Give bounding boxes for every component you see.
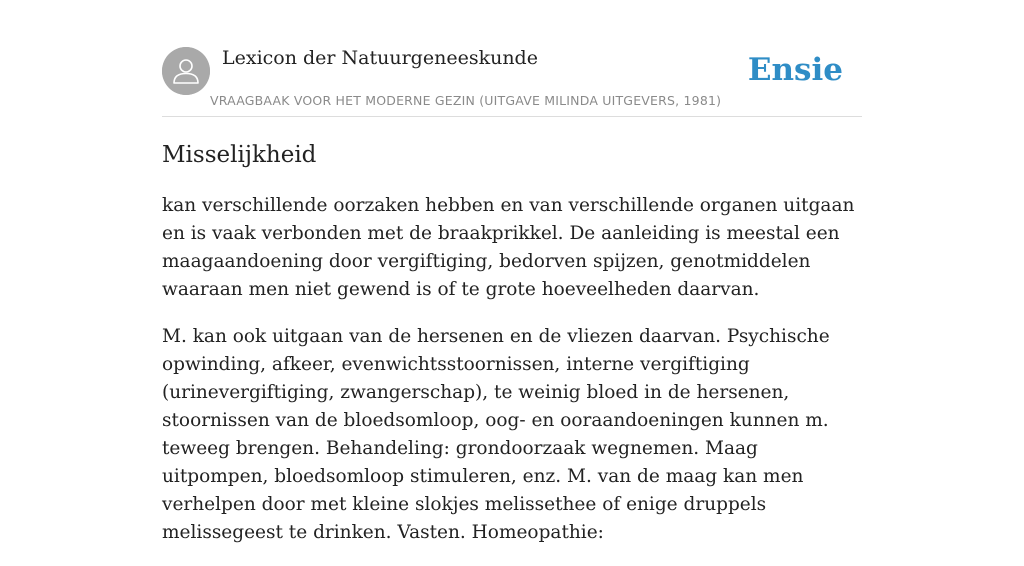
user-icon (162, 47, 210, 95)
entry-paragraph: M. kan ook uitgaan van de hersenen en de vliezen daarvan. Psychische opwinding, afkeer, evenwichtsstoornissen, interne vergiftiging (urinevergiftiging, zwangerschap), te weinig bloed in de hersenen, stoornissen van de bloedsomloop, oog- en ooraandoeningen kunnen m. teweeg brengen. Behandeling: grondoorzaak wegnemen. Maag uitpompen, bloedsomloop stimuleren, enz. M. van de maag kan men verhelpen door met kleine slokjes melissethee of enige druppels melissegeest te drinken. Vasten. Homeopathie: (162, 326, 830, 543)
source-subtitle: VRAAGBAAK VOOR HET MODERNE GEZIN (UITGAVE MILINDA UITGEVERS, 1981) (210, 93, 722, 108)
article-page (162, 0, 862, 543)
source-avatar[interactable] (162, 47, 210, 95)
entry-body (162, 192, 862, 566)
ensie-logo[interactable]: Ensie (747, 52, 843, 88)
source-title[interactable]: Lexicon der Natuurgeneeskunde (222, 47, 538, 69)
entry-paragraph: kan verschillende oorzaken hebben en van verschillende organen uitgaan en is vaak verbonden met de braakprikkel. De aanleiding is meestal een maagaandoening door vergiftiging, bedorven spijzen, genotmiddelen waaraan men niet gewend is of te grote hoeveelheden daarvan. (162, 195, 855, 300)
entry-title: Misselijkheid (162, 142, 317, 168)
source-header (162, 0, 862, 117)
